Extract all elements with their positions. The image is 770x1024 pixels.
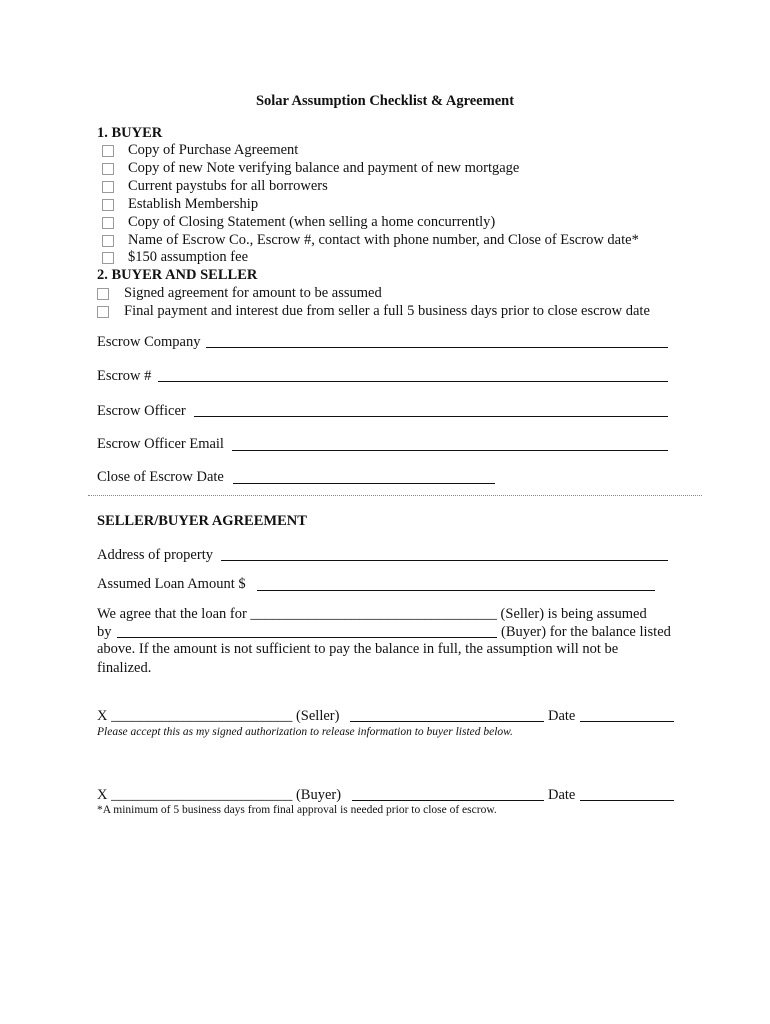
escrow-officer-label: Escrow Officer [97,403,186,419]
escrow-company-label: Escrow Company [97,334,201,350]
agreement-line-4: finalized. [97,660,152,676]
checkbox-assumption-fee[interactable] [102,252,114,264]
close-of-escrow-date-field[interactable] [233,483,495,484]
buyer-item-label: Establish Membership [128,196,259,212]
seller-signature-line[interactable]: X _________________________ (Seller) [97,708,340,724]
checkbox-new-note[interactable] [102,163,114,175]
section-divider [88,495,702,496]
agreement-line-1: We agree that the loan for __________________________________ (Seller) is being assumed [97,606,647,622]
seller-print-field[interactable] [350,721,544,722]
seller-date-label: Date [548,708,576,724]
loan-amount-label: Assumed Loan Amount $ [97,576,246,592]
loan-amount-field[interactable] [257,590,655,591]
escrow-number-field[interactable] [158,381,668,382]
buyer-item-label: Copy of Closing Statement (when selling a home concurrently) [128,214,496,230]
buyer-heading: 1. BUYER [97,125,163,141]
buyer-item-label: Copy of new Note verifying balance and payment of new mortgage [128,160,520,176]
address-field[interactable] [221,560,668,561]
agreement-line-2-suffix: (Buyer) for the balance listed [501,624,671,640]
checkbox-membership[interactable] [102,199,114,211]
checkbox-signed-agreement[interactable] [97,288,109,300]
seller-date-field[interactable] [580,721,674,722]
escrow-number-label: Escrow # [97,368,152,384]
buyer-item-label: $150 assumption fee [128,249,249,265]
agreement-heading: SELLER/BUYER AGREEMENT [97,513,307,529]
seller-note: Please accept this as my signed authorization to release information to buyer listed below. [97,726,513,738]
checkbox-closing-statement[interactable] [102,217,114,229]
buyer-item-label: Current paystubs for all borrowers [128,178,328,194]
escrow-officer-field[interactable] [194,416,668,417]
checkbox-final-payment[interactable] [97,306,109,318]
buyer-note: *A minimum of 5 business days from final approval is needed prior to close of escrow. [97,804,497,816]
buyer-signature-line[interactable]: X _________________________ (Buyer) [97,787,342,803]
buyer-item-label: Name of Escrow Co., Escrow #, contact with phone number, and Close of Escrow date* [128,232,639,248]
address-label: Address of property [97,547,213,563]
checkbox-paystubs[interactable] [102,181,114,193]
buyer-name-field[interactable] [117,637,497,638]
close-of-escrow-date-label: Close of Escrow Date [97,469,224,485]
checkbox-escrow-info[interactable] [102,235,114,247]
page-title: Solar Assumption Checklist & Agreement [255,93,515,109]
buyer-date-field[interactable] [580,800,674,801]
buyer-seller-heading: 2. BUYER AND SELLER [97,267,258,283]
buyer-seller-item-label: Signed agreement for amount to be assumed [124,285,382,301]
escrow-company-field[interactable] [206,347,668,348]
buyer-seller-item-label: Final payment and interest due from seller a full 5 business days prior to close escrow date [124,303,650,319]
buyer-print-field[interactable] [352,800,544,801]
buyer-date-label: Date [548,787,576,803]
escrow-officer-email-label: Escrow Officer Email [97,436,224,452]
checkbox-purchase-agreement[interactable] [102,145,114,157]
buyer-item-label: Copy of Purchase Agreement [128,142,299,158]
agreement-line-2-prefix: by [97,624,112,640]
agreement-line-3: above. If the amount is not sufficient to pay the balance in full, the assumption will not be [97,641,619,657]
escrow-officer-email-field[interactable] [232,450,668,451]
